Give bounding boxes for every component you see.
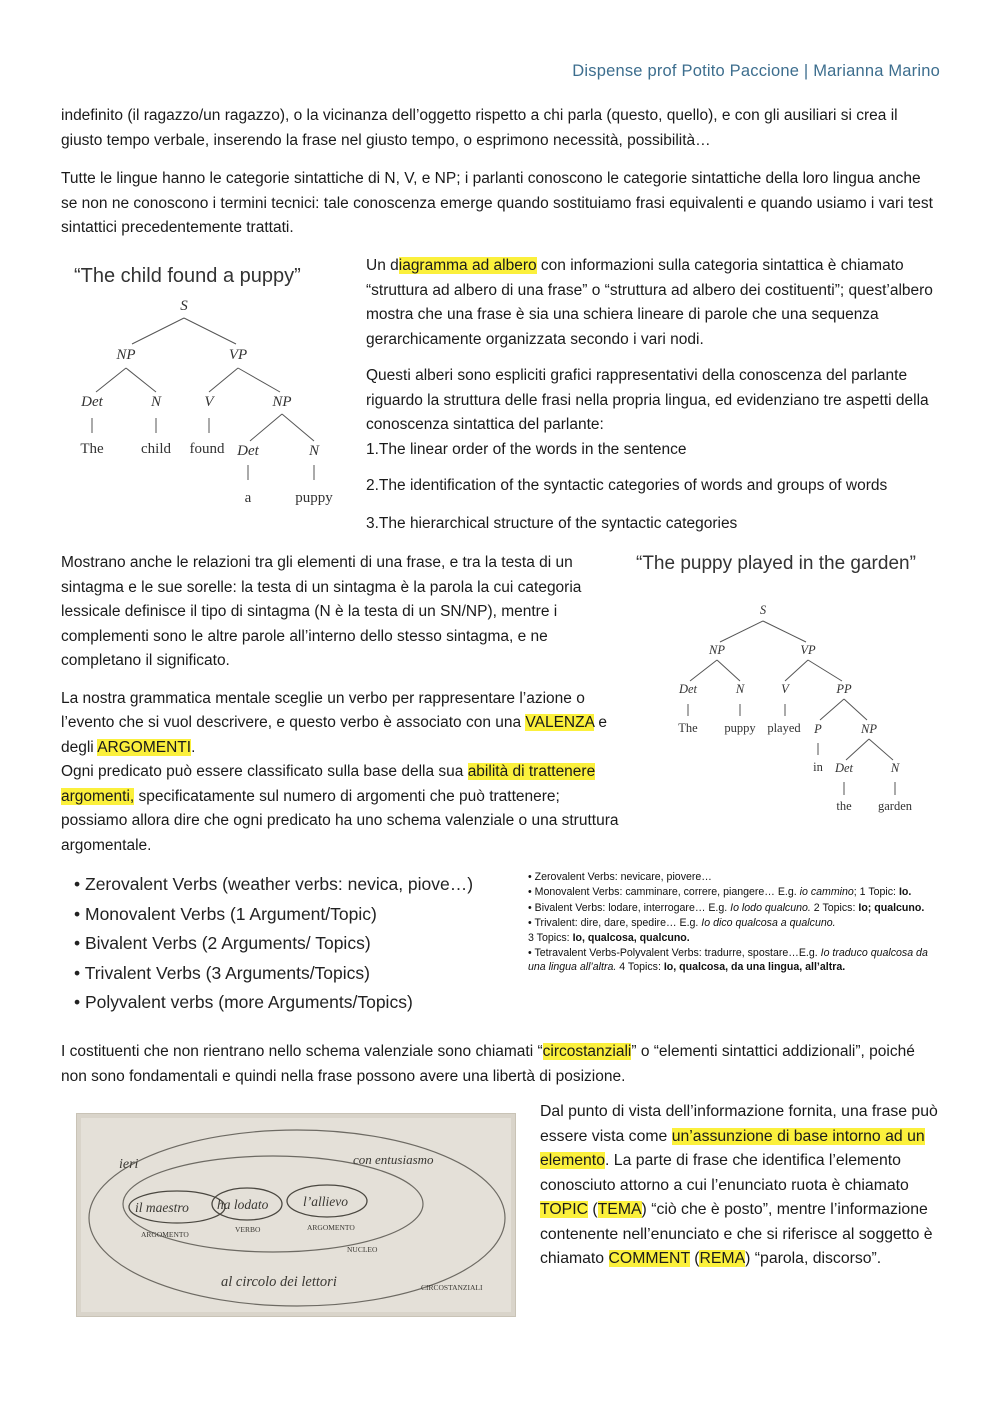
word-found: found (189, 441, 225, 457)
word-a: a (244, 490, 252, 506)
svg-text:played: played (767, 721, 801, 735)
svg-text:ARGOMENTO: ARGOMENTO (307, 1223, 355, 1232)
topic-comment-text: Dal punto di vista dell’informazione fornita, una frase può essere vista come un’assunzione di base intorno ad un elemento. La parte di frase che identifica l’elemento conosciuto attorno a cui l’enunciato ruota è chiamato TOPIC (TEMA) “ciò che è posto”, mentre l’informazione contenente nell’enunciato e che si riferisce al soggetto è chiamato COMMENT (REMA) “parola, discorso”. (540, 1103, 938, 1267)
highlight-rema: REMA (699, 1250, 746, 1267)
aspect-2: 2.The identification of the syntactic categories of words and groups of words (366, 477, 888, 494)
highlight-diagramma: iagramma ad albero (398, 257, 537, 274)
svg-text:in: in (813, 760, 823, 774)
node-Det: Det (81, 394, 103, 410)
svg-text:V: V (781, 682, 789, 696)
photo-ha-lodato: ha lodato (217, 1197, 269, 1212)
node-NP: NP (116, 347, 136, 363)
bullet-item: • Bivalent Verbs (2 Arguments/ Topics) (74, 929, 473, 959)
page-header: Dispense prof Potito Paccione | Marianna Marino (572, 62, 940, 80)
tree2-title: “The puppy played in the garden” (636, 553, 916, 574)
node-V: V (204, 394, 214, 410)
valency-bullet-list (74, 870, 473, 1018)
svg-text:Det: Det (678, 682, 698, 696)
photo-il-maestro: il maestro (135, 1200, 189, 1215)
bullet-item: • Monovalent Verbs (1 Argument/Topic) (74, 900, 473, 930)
svg-text:NP: NP (709, 643, 725, 657)
highlight-argomenti: ARGOMENTI (97, 738, 192, 756)
highlight-circostanziali: circostanziali (542, 1043, 632, 1060)
bullet-item: • Zerovalent Verbs (weather verbs: nevica, piove…) (74, 870, 473, 900)
svg-text:S: S (759, 603, 767, 617)
highlight-comment: COMMENT (608, 1250, 690, 1267)
svg-text:garden: garden (877, 799, 913, 813)
svg-text:PP: PP (836, 682, 852, 696)
highlight-topic: TOPIC (540, 1201, 588, 1218)
valency-examples-list: • Zerovalent Verbs: nevicare, piovere… • Monovalent Verbs: camminare, correre, piangere… E.g. io cammino; 1 Topic: Io. • Bivalent Verbs: lodare, interrogare… E.g. Io lodo qualcuno. 2 Topics: Io; qualcuno. • Trivalent: dire, dare, spedire… E.g. Io dico qualcosa a qualcuno. 3 Topics: Io, qualcosa, qualcuno. • Tetravalent Verbs-Polyvalent Verbs: tradurre, spostare…E.g. Io traduco qualcosa da una lingua all’altra. 4 Topics: Io, qualcosa, da una lingua, all’altra. (528, 870, 940, 976)
svg-text:N: N (890, 761, 900, 775)
svg-text:Det: Det (834, 761, 854, 775)
node-N: N (150, 394, 162, 410)
svg-text:VP: VP (800, 643, 816, 657)
svg-text:puppy: puppy (724, 721, 756, 735)
valency-text: Mostrano anche le relazioni tra gli elementi di una frase, e tra la testa di un sintagma e le sue sorelle: la testa di un sintagma è la parola la cui categoria lessicale definisce il tipo di sintagma (N è la testa di un SN/NP), mentre i complementi sono le altre parole all’interno dello stesso sintagma, e ne completano il significato. La nostra grammatica mentale sceglie un verbo per rappresentare l’azione o l’evento che si vuol descrivere, e questo verbo è associato con una VALENZA e degli ARGOMENTI. Ogni predicato può essere classificato sulla base della sua abilità di trattenere argomenti, specificatamente sul numero di argomenti che può trattenere; possiamo allora dire che ogni predicato ha uno schema valenziale o una struttura argomentale. (61, 554, 619, 854)
svg-text:VERBO: VERBO (235, 1225, 261, 1234)
node-Det2: Det (237, 443, 259, 459)
highlight-tema: TEMA (597, 1201, 642, 1218)
node-N2: N (308, 443, 320, 459)
highlight-assunzione: un’assunzione di base intorno ad un elemento (540, 1127, 925, 1169)
valency-diagram-photo (76, 1113, 516, 1317)
node-S: S (180, 298, 188, 314)
aspect-3: 3.The hierarchical structure of the syntactic categories (366, 514, 738, 532)
aspect-1: 1.The linear order of the words in the sentence (366, 440, 687, 458)
word-the: The (80, 441, 104, 457)
word-puppy: puppy (295, 490, 333, 506)
svg-text:NUCLEO: NUCLEO (347, 1245, 378, 1254)
photo-con-entusiasmo: con entusiasmo (353, 1152, 434, 1167)
highlight-valenza: VALENZA (525, 714, 595, 731)
svg-text:the: the (836, 799, 852, 813)
syntax-tree-1 (62, 258, 352, 514)
tree1-title: “The child found a puppy” (74, 265, 301, 287)
bullet-item: • Trivalent Verbs (3 Arguments/Topics) (74, 959, 473, 989)
svg-text:NP: NP (861, 722, 877, 736)
photo-ieri: ieri (119, 1157, 139, 1172)
svg-text:N: N (735, 682, 745, 696)
bullet-item: • Polyvalent verbs (more Arguments/Topics) (74, 988, 473, 1018)
photo-lallievo: l’allievo (303, 1194, 348, 1209)
svg-text:The: The (678, 721, 698, 735)
node-VP: VP (228, 347, 248, 363)
syntax-tree-2 (632, 548, 942, 816)
paragraph-circostanziali: I costituenti che non rientrano nello schema valenziale sono chiamati “circostanziali” o “elementi sintattici addizionali”, poiché non sono fondamentali e quindi nella frase possono avere una libertà di posizione. (61, 1043, 915, 1085)
node-NP2: NP (272, 394, 292, 410)
svg-text:ARGOMENTO: ARGOMENTO (141, 1230, 189, 1239)
svg-text:P: P (814, 722, 822, 736)
paragraph-1: indefinito (il ragazzo/un ragazzo), o la vicinanza dell’oggetto rispetto a chi parla (questo, quello), e con gli ausiliari si crea il giusto tempo verbale, inserendo la frase nel giusto tempo, o esprimono necessità, possibilità… (61, 107, 898, 149)
highlight-abilita: abilità di trattenere argomenti, (61, 763, 596, 805)
photo-al-circolo: al circolo dei lettori (221, 1274, 337, 1290)
paragraph-2: Tutte le lingue hanno le categorie sintattiche di N, V, e NP; i parlanti conoscono le categorie sintattiche della loro lingua anche se non ne conoscono i termini tecnici: tale conoscenza emerge quando sostituiamo frasi equivalenti e quando usiamo i vari test sintattici precedentemente trattati. (61, 170, 933, 236)
svg-text:CIRCOSTANZIALI: CIRCOSTANZIALI (421, 1283, 483, 1292)
tree-description: Un diagramma ad albero con informazioni sulla categoria sintattica è chiamato “struttura ad albero di una frase” o “struttura ad albero dei costituenti”; quest’albero mostra che una frase è sia una schiera lineare di parole che una sequenza gerarchicamente organizzata secondo i vari nodi. Questi alberi sono espliciti grafici rappresentativi della conoscenza del parlante riguardo la struttura delle frasi nella propria lingua, ed evidenziano tre aspetti della conoscenza sintattica del parlante: 1.The linear order of the words in the sentence 2.The identification of the syntactic categories of words and groups of words 3.The hierarchical structure of the syntactic categories (366, 254, 946, 536)
word-child: child (141, 441, 171, 457)
